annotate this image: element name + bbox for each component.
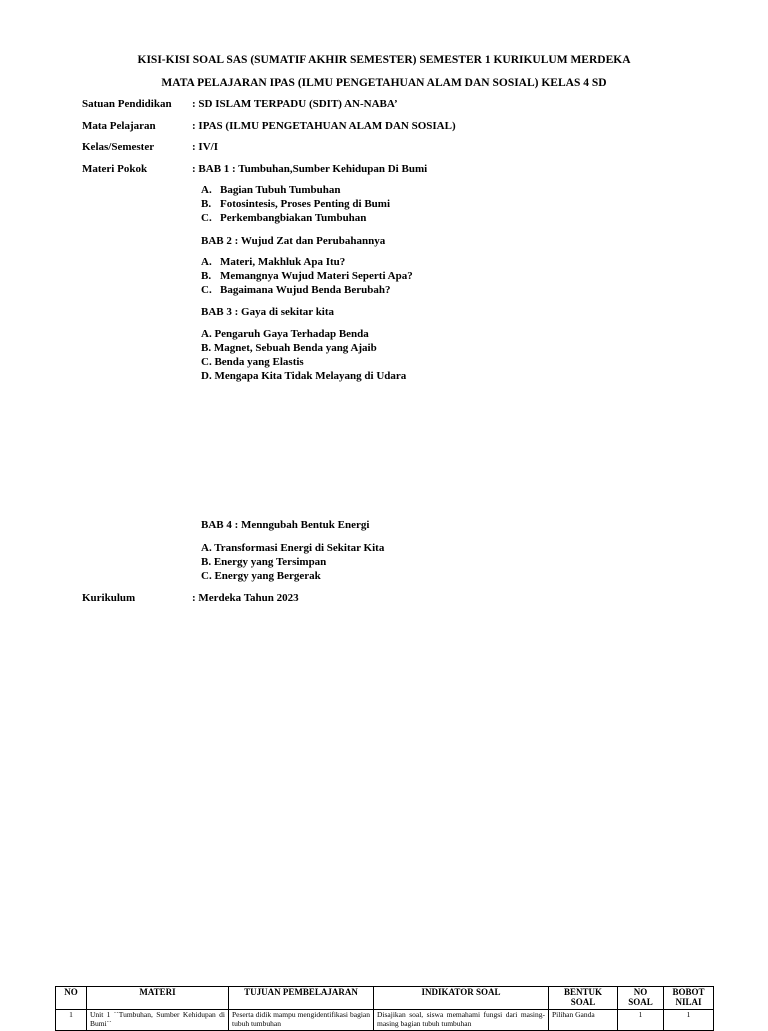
document-subtitle: MATA PELAJARAN IPAS (ILMU PENGETAHUAN ALAM DAN SOSIAL) KELAS 4 SD — [161, 77, 607, 89]
header-materi: MATERI — [87, 987, 229, 1010]
header-indikator-soal: INDIKATOR SOAL — [374, 987, 549, 1010]
value-materi-pokok: : BAB 1 : Tumbuhan,Sumber Kehidupan Di Bumi — [192, 163, 428, 175]
list-item: A. Materi, Makhluk Apa Itu? — [201, 256, 346, 268]
header-bentuk-soal: BENTUK SOAL — [549, 987, 618, 1010]
table-row — [56, 1010, 714, 1031]
header-tujuan-pembelajaran: TUJUAN PEMBELAJARAN — [229, 987, 374, 1010]
cell-tujuan: Peserta didik mampu mengidentifikasi bagian tubuh tumbuhan — [229, 1010, 374, 1031]
label-mata-pelajaran: Mata Pelajaran — [82, 120, 156, 132]
list-item: D. Mengapa Kita Tidak Melayang di Udara — [201, 370, 407, 382]
cell-no: 1 — [56, 1010, 87, 1031]
list-item: B. Memangnya Wujud Materi Seperti Apa? — [201, 270, 413, 282]
header-bobot-nilai: BOBOT NILAI — [664, 987, 714, 1010]
list-item: A. Transformasi Energi di Sekitar Kita — [201, 542, 385, 554]
value-mata-pelajaran: : IPAS (ILMU PENGETAHUAN ALAM DAN SOSIAL) — [192, 120, 456, 132]
bab1-list — [201, 183, 390, 225]
cell-materi: Unit 1 ``Tumbuhan, Sumber Kehidupan di Bumi`` — [87, 1010, 229, 1031]
bab4-heading: BAB 4 : Menngubah Bentuk Energi — [201, 519, 370, 531]
cell-bentuk: Pilihan Ganda — [549, 1010, 618, 1031]
list-item: C. Energy yang Bergerak — [201, 570, 321, 582]
cell-no-soal: 1 — [618, 1010, 664, 1031]
header-no-soal: NO SOAL — [618, 987, 664, 1010]
value-kelas-semester: : IV/I — [192, 141, 218, 153]
table-header-row — [56, 987, 714, 1010]
header-no: NO — [56, 987, 87, 1010]
bab2-list — [201, 255, 413, 297]
list-item: A. Pengaruh Gaya Terhadap Benda — [201, 328, 369, 340]
bab3-list — [201, 327, 406, 383]
document-title: KISI-KISI SOAL SAS (SUMATIF AKHIR SEMESTER) SEMESTER 1 KURIKULUM MERDEKA — [137, 54, 631, 66]
label-materi-pokok: Materi Pokok — [82, 163, 148, 175]
bab4-list — [201, 541, 384, 583]
list-item: C. Bagaimana Wujud Benda Berubah? — [201, 284, 391, 296]
value-kurikulum: : Merdeka Tahun 2023 — [192, 592, 299, 604]
list-item: B. Fotosintesis, Proses Penting di Bumi — [201, 198, 391, 210]
label-kurikulum: Kurikulum — [82, 592, 136, 604]
label-satuan-pendidikan: Satuan Pendidikan — [82, 98, 172, 110]
cell-indikator: Disajikan soal, siswa memahami fungsi dari masing-masing bagian tubuh tumbuhan — [374, 1010, 549, 1031]
list-item: C. Perkembangbiakan Tumbuhan — [201, 212, 367, 224]
cell-bobot: 1 — [664, 1010, 714, 1031]
label-kelas-semester: Kelas/Semester — [82, 141, 155, 153]
bab2-heading: BAB 2 : Wujud Zat dan Perubahannya — [201, 235, 386, 247]
list-item: C. Benda yang Elastis — [201, 356, 304, 368]
list-item: B. Energy yang Tersimpan — [201, 556, 327, 568]
list-item: B. Magnet, Sebuah Benda yang Ajaib — [201, 342, 377, 354]
value-satuan-pendidikan: : SD ISLAM TERPADU (SDIT) AN-NABA’ — [192, 98, 398, 110]
kisi-kisi-table — [55, 986, 714, 1031]
list-item: A. Bagian Tubuh Tumbuhan — [201, 184, 341, 196]
bab3-heading: BAB 3 : Gaya di sekitar kita — [201, 306, 335, 318]
